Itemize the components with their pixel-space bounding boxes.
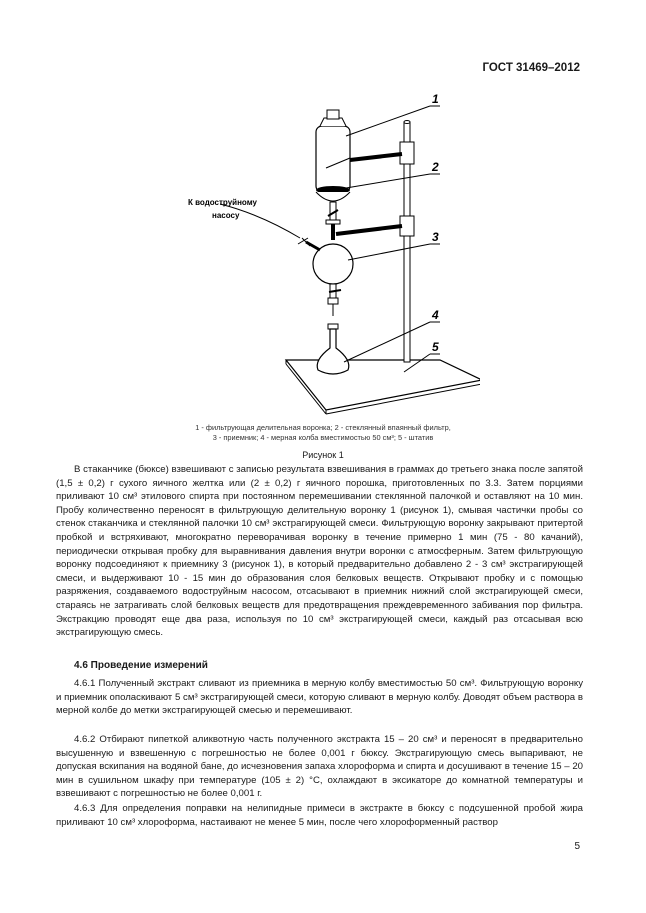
paragraph-4-6-2: 4.6.2 Отбирают пипеткой аликвотную часть полученного экстракта 15 – 20 см³ и переносят в предварительно высушенную и взвешенную с погрешностью не более 0,001 г бюксу. Экстрагирующую смесь выпаривают, не допуская вскипания на водяной бане, до исчезновения запаха хлороформа и спирта и досушивают в течение 15 – 20 мин в сушильном шкафу при температуре (105 ± 2) °С, охлаждают в эксикаторе до комнатной температуры и взвешивают с погрешностью не более 0,001 г.: [56, 734, 583, 800]
volumetric-flask: [317, 329, 349, 374]
paragraph-4-6-3: 4.6.3 Для определения поправки на нелипидные примеси в экстракте в бюксу с подсушенной пробой жира приливают 10 см³ хлороформа, настаивают не менее 5 мин, после чего хлороформенный раствор: [56, 803, 583, 828]
page-number: 5: [574, 841, 580, 852]
paragraph-1: В стаканчике (бюксе) взвешивают с записью результата взвешивания в граммах до третьего знака после запятой (1,5 ± 0,2) г сухого яичного желтка или (2 ± 0,2) г яичного порошка, приготовленных по 3.3. Затем порциями приливают 10 см³ этилового спирта при постоянном перемешивании стеклянной палочкой и оставляют на 10 мин. Пробу количественно переносят в фильтрующую делительную воронку 1 (рисунок 1), смывая частички пробы со стенок стаканчика и стеклянной палочки 10 см³ экстрагирующей смеси. Фильтрующую воронку закрывают притертой пробкой и встряхивают, многократно переворачивая воронку в течение примерно 1 мин (75 - 80 качаний), периодически открывая пробку для выравнивания давления внутри воронки с атмосферным. Затем фильтрующую воронку подсоединяют к приемнику 3 (рисунок 1), в который предварительно добавлено 2 - 3 см³ экстрагирующей смеси, и выдерживают 10 - 15 мин до образования слоя белковых веществ. Открывают пробку и с помощью разряжения, создаваемого водоструйным насосом, отсасывают в приемник нижний слой экстрагирующей смеси, стараясь не затрагивать слой белковых веществ для предотвращения преждевременного забивания пор фильтра. Экстракцию проводят еще два раза, используя по 10 см³ экстрагирующей смеси, каждый раз отсасывая всю экстрагирующую смесь.: [56, 464, 583, 639]
label-4: 4: [432, 308, 439, 322]
paragraph-4-6-1: 4.6.1 Полученный экстракт сливают из приемника в мерную колбу вместимостью 50 см³. Фильтрующую воронку и приемник ополаскивают 5 см³ экстрагирующей смеси, которую сливают в мерную колбу. Доводят объем раствора в мерной колбе до метки экстрагирующей смесью и перемешивают.: [56, 678, 583, 717]
vacuum-hose: [220, 204, 300, 238]
label-3: 3: [432, 230, 439, 244]
figure-caption-line-2: 3 - приемник; 4 - мерная колба вместимостью 50 см³; 5 - штатив: [212, 433, 434, 442]
label-5: 5: [432, 340, 439, 354]
standard-header: ГОСТ 31469–2012: [482, 62, 580, 74]
apparatus-figure: [150, 92, 480, 422]
figure-title: Рисунок 1: [302, 450, 344, 460]
figure-caption-line-1: 1 - фильтрующая делительная воронка; 2 - стеклянный впаянный фильтр,: [195, 423, 451, 432]
filtering-funnel: [316, 126, 350, 192]
pump-label-1: К водоструйному: [188, 198, 257, 207]
section-heading: 4.6 Проведение измерений: [74, 660, 208, 671]
label-1: 1: [432, 92, 439, 106]
stand-base: [286, 360, 480, 410]
pump-label-2: насосу: [212, 211, 240, 220]
label-2: 2: [432, 160, 439, 174]
